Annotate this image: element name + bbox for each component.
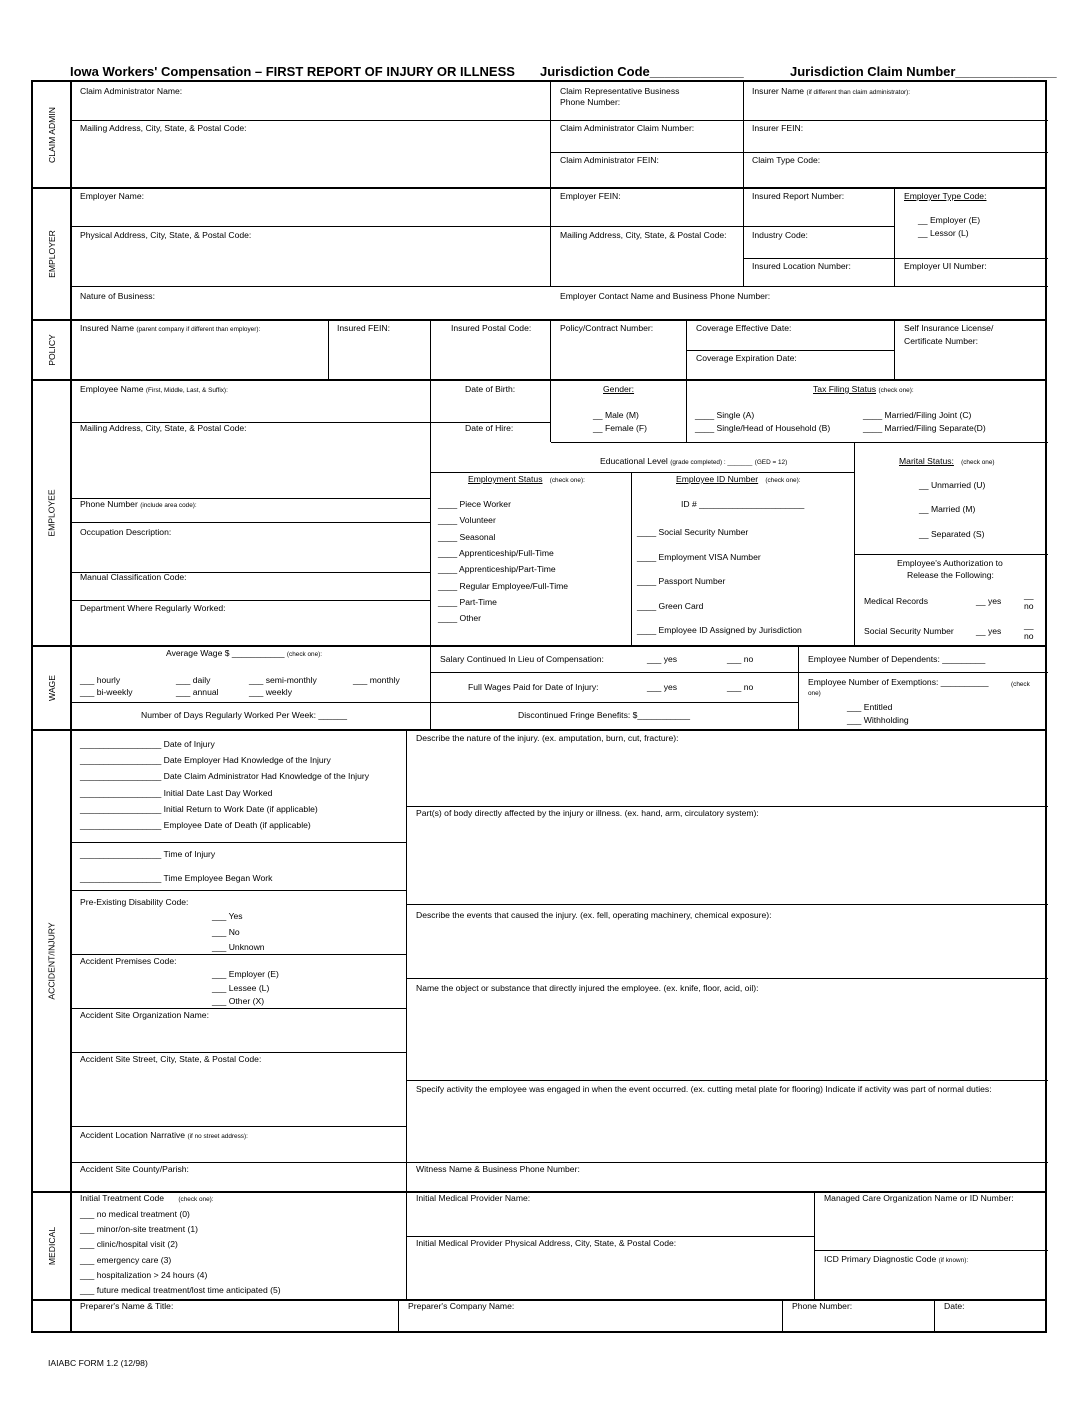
exemptions-check-note-2: one) [808, 690, 821, 697]
premises-other-option[interactable]: ___ Other (X) [212, 996, 265, 1006]
initial-treatment-option[interactable]: ___ future medical treatment/lost time anticipated (5) [80, 1285, 281, 1295]
managed-care-organization-field[interactable]: Managed Care Organization Name or ID Number: [824, 1193, 1014, 1203]
insurer-name-field[interactable]: Insurer Name (if different than claim administrator): [752, 86, 911, 96]
department-field[interactable]: Department Where Regularly Worked: [80, 603, 226, 613]
educational-level-field[interactable]: Educational Level (grade completed) : _______ (GED = 12) [600, 456, 788, 466]
occupation-description-field[interactable]: Occupation Description: [80, 527, 172, 537]
exemptions-entitled-option[interactable]: ___ Entitled [847, 702, 893, 712]
coverage-effective-date-field[interactable]: Coverage Effective Date: [696, 323, 792, 333]
form-grid [31, 80, 1047, 1333]
wage-weekly-option[interactable]: ___ weekly [249, 687, 292, 697]
gender-label: Gender: [603, 384, 635, 394]
time-began-work-field[interactable]: _________________ Time Employee Began Work [80, 873, 273, 883]
wage-daily-option[interactable]: ___ daily [176, 675, 211, 685]
initial-treatment-option[interactable]: ___ no medical treatment (0) [80, 1209, 190, 1219]
employment-status-label: Employment Status (check one): [468, 474, 585, 484]
employer-type-e-option[interactable]: __ Employer (E) [918, 215, 981, 225]
accident-date-field[interactable]: _________________ Initial Return to Work Date (if applicable) [80, 803, 318, 814]
initial-treatment-option[interactable]: ___ minor/on-site treatment (1) [80, 1224, 198, 1235]
accident-site-county-field[interactable]: Accident Site County/Parish: [80, 1164, 189, 1174]
employee-mailing-address-field[interactable]: Mailing Address, City, State, & Postal Code: [80, 423, 247, 433]
accident-site-street-field[interactable]: Accident Site Street, City, State, & Postal Code: [80, 1054, 262, 1064]
claim-rep-phone-label: Phone Number: [560, 97, 621, 107]
insured-fein-field[interactable]: Insured FEIN: [337, 323, 391, 333]
salary-continued-no-option[interactable]: ___ no [727, 654, 754, 664]
medical-provider-address-field[interactable]: Initial Medical Provider Physical Address, City, State, & Postal Code: [416, 1238, 677, 1248]
section-label-wage: WAGE [46, 675, 57, 701]
employment-status-option[interactable]: ____ Piece Worker [438, 499, 511, 509]
wage-hourly-option[interactable]: ___ hourly [80, 675, 121, 685]
accident-premises-label: Accident Premises Code: [80, 956, 177, 966]
salary-continued-label: Salary Continued In Lieu of Compensation: [440, 654, 604, 664]
pre-existing-no-option[interactable]: ___ No [212, 927, 240, 937]
authorization-label-2: Release the Following: [907, 570, 994, 580]
injury-events-field[interactable]: Describe the events that caused the injury. (ex. fell, operating machinery, chemical exposure): [416, 910, 772, 920]
pre-existing-disability-label: Pre-Existing Disability Code: [80, 897, 189, 907]
exemptions-check-note: (check [1011, 681, 1030, 688]
date-of-hire-field[interactable]: Date of Hire: [465, 423, 514, 433]
full-wages-paid-label: Full Wages Paid for Date of Injury: [468, 682, 599, 692]
exemptions-withholding-option[interactable]: ___ Withholding [847, 715, 909, 725]
date-of-birth-field[interactable]: Date of Birth: [465, 384, 516, 394]
medical-records-no-option: no [1024, 601, 1034, 611]
accident-location-narrative-field[interactable]: Accident Location Narrative (if no street address): [80, 1130, 248, 1140]
employee-name-field[interactable]: Employee Name (First, Middle, Last, & Suffix): [80, 384, 228, 394]
section-label-policy: POLICY [47, 334, 57, 366]
gender-female-option[interactable]: __ Female (F) [593, 423, 647, 433]
icd-diagnostic-code-field[interactable]: ICD Primary Diagnostic Code (if known): [824, 1254, 969, 1264]
medical-records-yes-option[interactable]: __ yes [976, 596, 1002, 606]
employer-type-l-option[interactable]: __ Lessor (L) [918, 228, 969, 238]
section-label-employee: EMPLOYEE [47, 489, 58, 537]
initial-treatment-option[interactable]: ___ emergency care (3) [80, 1254, 172, 1265]
claim-rep-phone-field[interactable]: Claim Representative Business [560, 86, 680, 96]
number-of-dependents-field[interactable]: Employee Number of Dependents: _________ [808, 654, 986, 664]
premises-lessee-option[interactable]: ___ Lessee (L) [212, 983, 270, 993]
body-parts-field[interactable]: Part(s) of body directly affected by the injury or illness. (ex. hand, arm, circulatory system): [416, 808, 759, 818]
accident-site-organization-field[interactable]: Accident Site Organization Name: [80, 1010, 209, 1020]
number-of-exemptions-field[interactable]: Employee Number of Exemptions: __________ [808, 677, 989, 687]
days-worked-per-week-field[interactable]: Number of Days Regularly Worked Per Week: ______ [141, 710, 348, 720]
full-wages-paid-no-option[interactable]: ___ no [727, 682, 754, 692]
jurisdiction-claim-number-field[interactable]: Jurisdiction Claim Number______________ [790, 64, 1057, 79]
form-title: Iowa Workers' Compensation – FIRST REPORT OF INJURY OR ILLNESS [70, 64, 515, 79]
employer-ui-number-field[interactable]: Employer UI Number: [904, 261, 987, 271]
initial-treatment-option[interactable]: ___ hospitalization > 24 hours (4) [80, 1269, 208, 1280]
wage-annual-option[interactable]: ___ annual [176, 687, 219, 697]
employment-status-option[interactable]: ____ Other [438, 613, 481, 624]
preparer-company-field[interactable]: Preparer's Company Name: [408, 1301, 515, 1311]
time-of-injury-field[interactable]: _________________ Time of Injury [80, 849, 216, 859]
coverage-expiration-date-field[interactable]: Coverage Expiration Date: [696, 353, 797, 363]
employee-id-type-option[interactable]: ____ Employee ID Assigned by Jurisdiction [637, 625, 802, 635]
wage-monthly-option[interactable]: ___ monthly [353, 675, 400, 685]
ssn-release-label: Social Security Number [864, 626, 954, 636]
preparer-phone-field[interactable]: Phone Number: [792, 1301, 853, 1311]
medical-records-no-blank[interactable]: __ [1024, 590, 1034, 600]
claim-type-code-field[interactable]: Claim Type Code: [752, 155, 821, 165]
accident-date-field[interactable]: _________________ Date Employer Had Knowledge of the Injury [80, 755, 331, 766]
tax-mfj-option[interactable]: ____ Married/Filing Joint (C) [863, 410, 972, 420]
tax-filing-status-label: Tax Filing Status (check one): [813, 384, 914, 394]
pre-existing-yes-option[interactable]: ___ Yes [212, 911, 243, 921]
employment-status-option[interactable]: ____ Part-Time [438, 596, 497, 607]
industry-code-field[interactable]: Industry Code: [752, 230, 808, 240]
average-wage-field[interactable]: Average Wage $ ___________ (check one): [166, 648, 323, 658]
self-insurance-cert-label: Certificate Number: [904, 336, 979, 346]
employment-status-option[interactable]: ____ Apprenticeship/Full-Time [438, 547, 554, 558]
full-wages-paid-yes-option[interactable]: ___ yes [647, 682, 678, 692]
employment-status-option[interactable]: ____ Volunteer [438, 515, 496, 526]
premises-employer-option[interactable]: ___ Employer (E) [212, 969, 279, 979]
employer-contact-field[interactable]: Employer Contact Name and Business Phone Number: [560, 291, 771, 301]
jurisdiction-code-field[interactable]: Jurisdiction Code_____________ [540, 64, 744, 79]
employment-status-option[interactable]: ____ Seasonal [438, 531, 496, 542]
employee-id-number-label: Employee ID Number (check one): [676, 474, 801, 484]
employee-id-field[interactable]: ID # ______________________ [681, 499, 805, 509]
medical-records-label: Medical Records [864, 596, 928, 606]
insured-report-number-field[interactable]: Insured Report Number: [752, 191, 845, 201]
form-footer: IAIABC FORM 1.2 (12/98) [48, 1358, 148, 1368]
policy-contract-number-field[interactable]: Policy/Contract Number: [560, 323, 654, 333]
authorization-label: Employee's Authorization to [897, 558, 1003, 568]
wage-bi-weekly-option[interactable]: ___ bi-weekly [80, 687, 133, 697]
gender-male-option[interactable]: __ Male (M) [593, 410, 639, 420]
marital-married-option[interactable]: __ Married (M) [919, 504, 976, 514]
employer-fein-field[interactable]: Employer FEIN: [560, 191, 621, 201]
employee-id-type-option[interactable]: ____ Employment VISA Number [637, 551, 761, 562]
claim-admin-claim-number-field[interactable]: Claim Administrator Claim Number: [560, 123, 695, 133]
initial-treatment-code-label: Initial Treatment Code (check one): [80, 1193, 214, 1203]
employee-activity-field[interactable]: Specify activity the employee was engaged in when the event occurred. (ex. cutting metal plate for flooring) Indicate if activity was part of normal duties: [416, 1084, 992, 1094]
wage-semi-monthly-option[interactable]: ___ semi-monthly [249, 675, 317, 685]
tax-single-option[interactable]: ____ Single (A) [695, 410, 755, 420]
preparer-date-field[interactable]: Date: [944, 1301, 965, 1311]
employment-status-option[interactable]: ____ Apprenticeship/Part-Time [438, 564, 556, 575]
section-label-employer: EMPLOYER [47, 230, 58, 278]
witness-field[interactable]: Witness Name & Business Phone Number: [416, 1164, 580, 1174]
section-label-accident: ACCIDENT/INJURY [47, 922, 58, 1000]
insurer-fein-field[interactable]: Insurer FEIN: [752, 123, 804, 133]
claim-admin-fein-field[interactable]: Claim Administrator FEIN: [560, 155, 659, 165]
marital-status-label: Marital Status: (check one) [899, 456, 995, 466]
preparer-name-field[interactable]: Preparer's Name & Title: [80, 1301, 174, 1311]
section-label-claim-admin: CLAIM ADMIN [47, 107, 57, 163]
employment-status-option[interactable]: ____ Regular Employee/Full-Time [438, 580, 569, 591]
initial-medical-provider-field[interactable]: Initial Medical Provider Name: [416, 1193, 531, 1203]
employee-id-type-option[interactable]: ____ Passport Number [637, 576, 726, 586]
marital-separated-option[interactable]: __ Separated (S) [919, 529, 985, 539]
injury-nature-field[interactable]: Describe the nature of the injury. (ex. amputation, burn, cut, fracture): [416, 733, 679, 743]
accident-date-field[interactable]: _________________ Date of Injury [80, 739, 215, 749]
accident-date-field[interactable]: _________________ Initial Date Last Day Worked [80, 787, 273, 798]
ssn-release-no-blank[interactable]: __ [1024, 620, 1034, 630]
insured-location-number-field[interactable]: Insured Location Number: [752, 261, 851, 271]
tax-mfs-option[interactable]: ____ Married/Filing Separate(D) [863, 423, 986, 433]
claim-admin-mailing-field[interactable]: Mailing Address, City, State, & Postal Code: [80, 123, 247, 133]
salary-continued-yes-option[interactable]: ___ yes [647, 654, 678, 664]
insured-name-field[interactable]: Insured Name (parent company if different than employer): [80, 323, 261, 333]
accident-date-field[interactable]: _________________ Date Claim Administrator Had Knowledge of the Injury [80, 771, 370, 782]
ssn-release-yes-option[interactable]: __ yes [976, 626, 1002, 636]
employer-mailing-address-field[interactable]: Mailing Address, City, State, & Postal Code: [560, 230, 727, 240]
initial-treatment-option[interactable]: ___ clinic/hospital visit (2) [80, 1239, 178, 1250]
accident-date-field[interactable]: _________________ Employee Date of Death (if applicable) [80, 820, 311, 830]
ssn-release-no-option: no [1024, 631, 1034, 641]
marital-unmarried-option[interactable]: __ Unmarried (U) [919, 480, 986, 490]
employee-phone-field[interactable]: Phone Number (include area code): [80, 499, 197, 509]
discontinued-fringe-benefits-field[interactable]: Discontinued Fringe Benefits: $___________ [518, 710, 690, 720]
nature-of-business-field[interactable]: Nature of Business: [80, 291, 155, 301]
employer-physical-address-field[interactable]: Physical Address, City, State, & Postal Code: [80, 230, 252, 240]
insured-postal-code-field[interactable]: Insured Postal Code: [451, 323, 532, 333]
self-insurance-license-field[interactable]: Self Insurance License/ [904, 323, 994, 333]
tax-single-hoh-option[interactable]: ____ Single/Head of Household (B) [695, 423, 831, 433]
manual-classification-code-field[interactable]: Manual Classification Code: [80, 572, 187, 582]
employee-id-type-option[interactable]: ____ Social Security Number [637, 527, 749, 537]
employee-id-type-option[interactable]: ____ Green Card [637, 600, 704, 611]
section-label-medical: MEDICAL [47, 1226, 58, 1266]
injury-object-field[interactable]: Name the object or substance that directly injured the employee. (ex. knife, floor, acid, oil): [416, 983, 759, 993]
claim-admin-name-field[interactable]: Claim Administrator Name: [80, 86, 183, 96]
employer-name-field[interactable]: Employer Name: [80, 191, 144, 201]
employer-type-code-label: Employer Type Code: [904, 191, 987, 201]
pre-existing-unknown-option[interactable]: ___ Unknown [212, 942, 265, 952]
